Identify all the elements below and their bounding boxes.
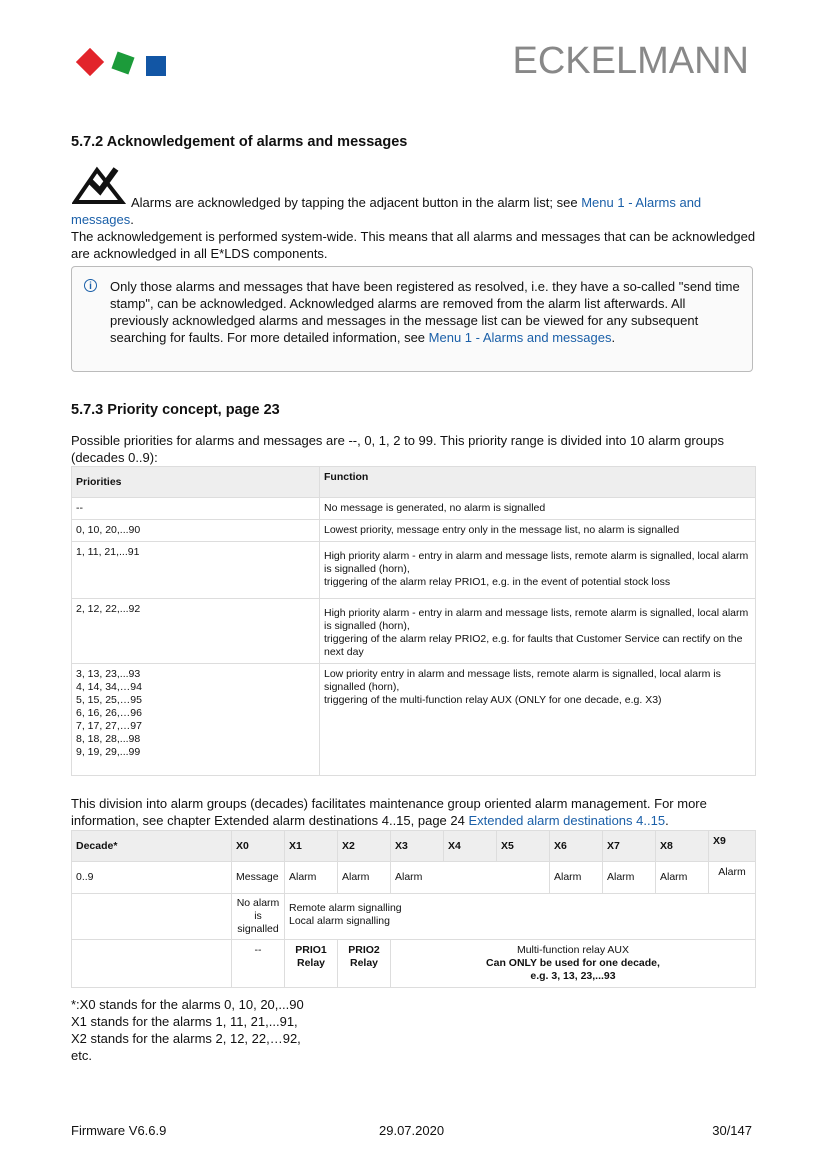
cell: Alarm xyxy=(338,862,391,894)
brand-name: ECKELMANN xyxy=(512,40,749,82)
cell: PRIO2 Relay xyxy=(338,940,391,988)
menu1-link[interactable]: Menu 1 - Alarms and messages xyxy=(71,195,702,227)
table-row xyxy=(72,894,756,940)
cell: High priority alarm - entry in alarm and message lists, remote alarm is signalled, local alarm is signalled (horn), triggering of the alarm relay PRIO1, e.g. in the event of potential stock loss xyxy=(320,542,756,599)
ack-text: Alarms are acknowledged by tapping the adjacent button in the alarm list; see xyxy=(131,195,582,210)
cell: 0, 10, 20,...90 xyxy=(72,520,320,542)
cell: No message is generated, no alarm is signalled xyxy=(320,498,756,520)
footer-firmware: Firmware V6.6.9 xyxy=(71,1123,167,1138)
division-paragraph: This division into alarm groups (decades) facilitates maintenance group oriented alarm management. For more information, see chapter Extended alarm destinations 4..15, page 24 Extended alarm destinations 4..15. xyxy=(71,796,707,828)
cell: 2, 12, 22,...92 xyxy=(72,599,320,664)
cell xyxy=(72,940,232,988)
col-priorities: Priorities xyxy=(72,467,320,498)
extended-alarm-link[interactable]: Extended alarm destinations 4..15 xyxy=(468,813,666,828)
cell: Alarm xyxy=(656,862,709,894)
cell: Lowest priority, message entry only in the message list, no alarm is signalled xyxy=(320,520,756,542)
table-row xyxy=(72,599,756,664)
priority-intro: Possible priorities for alarms and messages are --, 0, 1, 2 to 99. This priority range is divided into 10 alarm groups (decades 0..9): xyxy=(71,433,724,465)
cell: Low priority entry in alarm and message lists, remote alarm is signalled, local alarm is signalled (horn), triggering of the multi-function relay AUX (ONLY for one decade, e.g. X3) xyxy=(320,664,756,776)
cell: Alarm xyxy=(709,862,756,894)
cell: -- xyxy=(72,498,320,520)
footer-page: 30/147 xyxy=(712,1123,752,1138)
cell: No alarm is signalled xyxy=(232,894,285,940)
info-icon: i xyxy=(84,279,97,292)
col-decade: Decade* xyxy=(72,831,232,862)
note-text: Only those alarms and messages that have been registered as resolved, i.e. they have a so-called "send time stamp", can be acknowledged. Acknowledged alarms are removed from the alarm list afterwards. All previously acknowledged alarms and messages in the message list can be viewed for any subsequent searching for faults. For more detailed information, see xyxy=(110,279,740,345)
col-function: Function xyxy=(320,467,756,498)
table-row xyxy=(72,940,756,988)
aux-cell xyxy=(391,940,756,988)
aux-line: Multi-function relay AUX xyxy=(516,944,630,956)
col-x5: X5 xyxy=(497,831,550,862)
section-title-573: 5.7.3 Priority concept, page 23 xyxy=(71,402,280,418)
division-text: This division into alarm groups (decades) facilitates maintenance group oriented alarm management. For more information, see chapter Extended alarm destinations 4..15, page 24 xyxy=(71,796,707,828)
col-x0: X0 xyxy=(232,831,285,862)
aux-line: Can ONLY be used for one decade, xyxy=(486,957,660,969)
system-wide-text: The acknowledgement is performed system-wide. This means that all alarms and messages that can be acknowledged are acknowledged in all E*LDS components. xyxy=(71,229,756,261)
cell: Alarm xyxy=(550,862,603,894)
cell: High priority alarm - entry in alarm and message lists, remote alarm is signalled, local alarm is signalled (horn), triggering of the alarm relay PRIO2, e.g. for faults that Customer Service can rectify on the next day xyxy=(320,599,756,664)
table-row xyxy=(72,664,756,776)
company-logo xyxy=(76,48,168,78)
col-x8: X8 xyxy=(656,831,709,862)
table-row xyxy=(72,520,756,542)
decade-table xyxy=(71,830,756,988)
footnote-line: *:X0 stands for the alarms 0, 10, 20,...90 xyxy=(71,997,304,1012)
cell: Alarm xyxy=(285,862,338,894)
cell: Message xyxy=(232,862,285,894)
col-x1: X1 xyxy=(285,831,338,862)
footnote xyxy=(71,996,304,1064)
info-note: i Only those alarms and messages that have been registered as resolved, i.e. they have a so-called "send time stamp", can be acknowledged. Acknowledged alarms are removed from the alarm list afterwards. All previously acknowledged alarms and messages in the message list can be viewed for any subsequent searching for faults. For more detailed information, see Menu 1 - Alarms and messages. xyxy=(71,266,753,372)
cell: 3, 13, 23,...93 4, 14, 34,…94 5, 15, 25,…95 6, 16, 26,…96 7, 17, 27,…97 8, 18, 28,...98 9, 19, 29,...99 xyxy=(72,664,320,776)
footer-date: 29.07.2020 xyxy=(379,1123,445,1138)
cell: -- xyxy=(232,940,285,988)
aux-line: e.g. 3, 13, 23,...93 xyxy=(530,970,616,982)
table-row xyxy=(72,542,756,599)
cell xyxy=(72,894,232,940)
table-row xyxy=(72,498,756,520)
table-row xyxy=(72,862,756,894)
footnote-line: X1 stands for the alarms 1, 11, 21,...91, xyxy=(71,1014,298,1029)
cell: Alarm xyxy=(391,862,550,894)
col-x4: X4 xyxy=(444,831,497,862)
col-x9: X9 xyxy=(709,831,756,862)
priorities-table xyxy=(71,466,756,776)
cell: Alarm xyxy=(603,862,656,894)
cell: 1, 11, 21,...91 xyxy=(72,542,320,599)
cell: 0..9 xyxy=(72,862,232,894)
footnote-line: etc. xyxy=(71,1048,92,1063)
cell: Remote alarm signalling Local alarm signalling xyxy=(285,894,756,940)
ack-paragraph: Alarms are acknowledged by tapping the adjacent button in the alarm list; see Menu 1 - Alarms and messages. The acknowledgement is performed system-wide. This means that all alarms and messages that can be acknowledged are acknowledged in all E*LDS components. xyxy=(71,195,756,261)
col-x6: X6 xyxy=(550,831,603,862)
section-title-572: 5.7.2 Acknowledgement of alarms and messages xyxy=(71,134,408,150)
col-x2: X2 xyxy=(338,831,391,862)
cell: PRIO1 Relay xyxy=(285,940,338,988)
footnote-line: X2 stands for the alarms 2, 12, 22,…92, xyxy=(71,1031,301,1046)
col-x7: X7 xyxy=(603,831,656,862)
col-x3: X3 xyxy=(391,831,444,862)
note-menu1-link[interactable]: Menu 1 - Alarms and messages xyxy=(428,330,612,345)
